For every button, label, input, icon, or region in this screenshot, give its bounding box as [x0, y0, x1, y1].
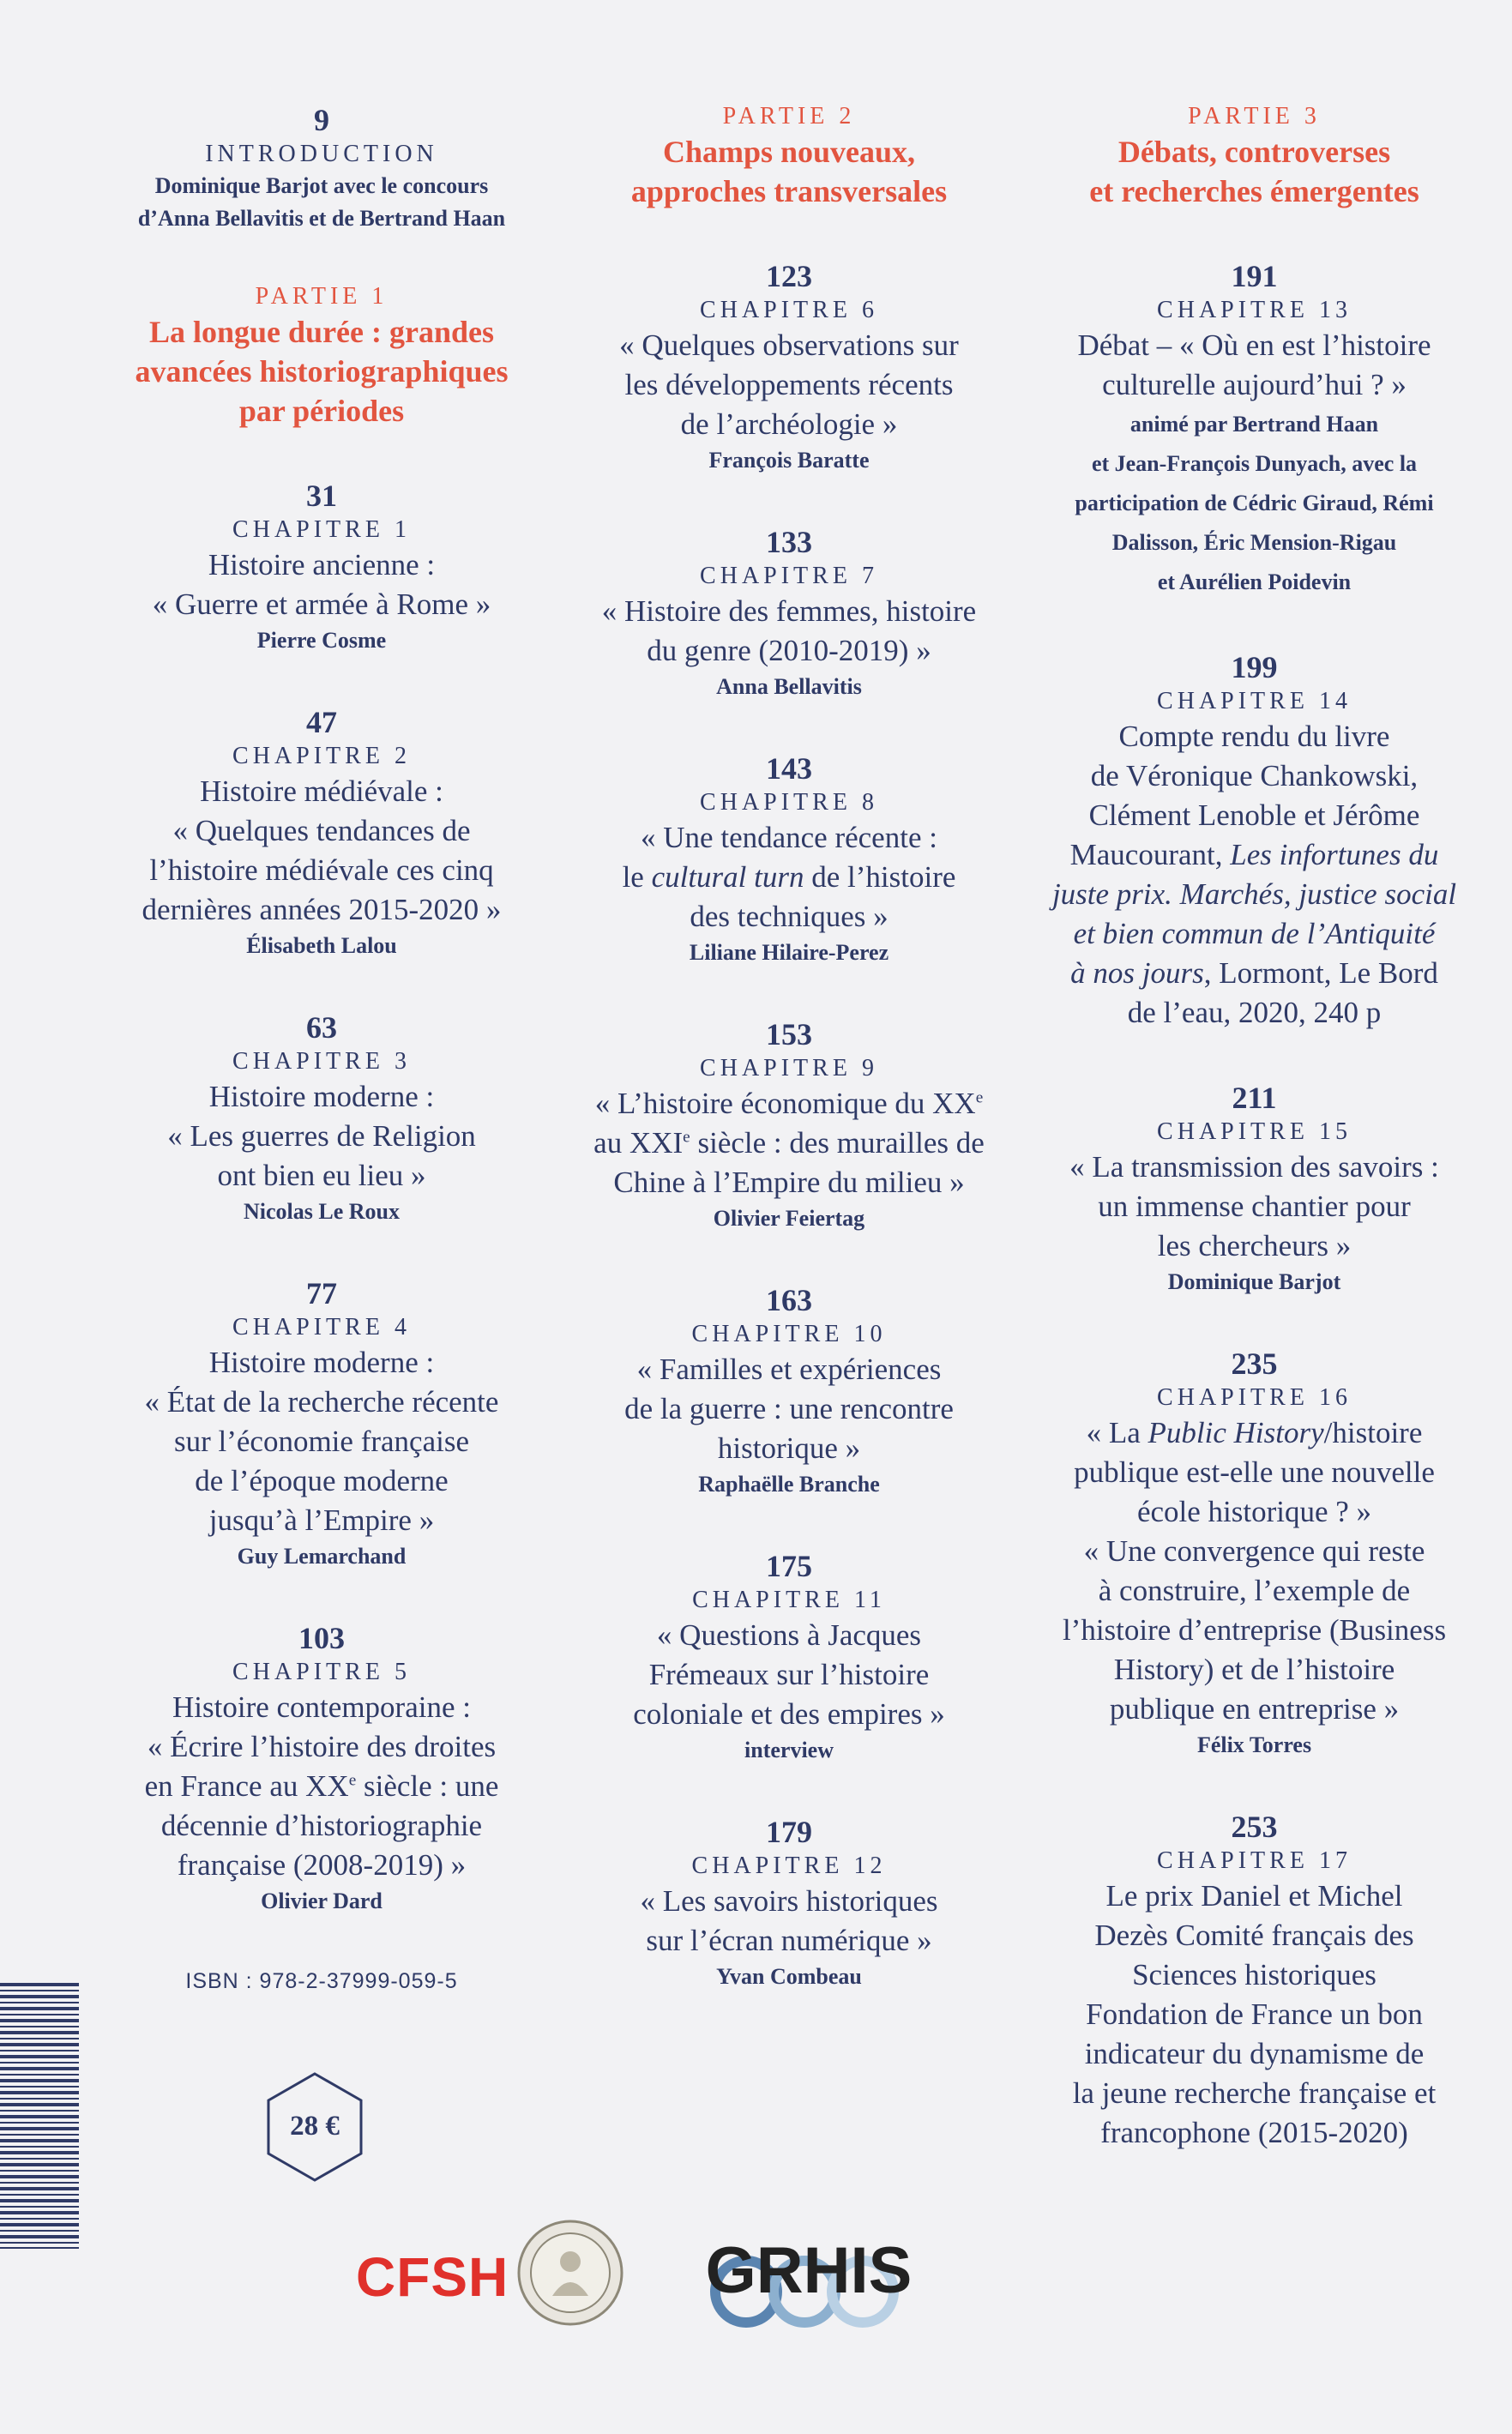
chapter-17-entry — [1029, 1808, 1479, 2153]
chapter-9-entry — [557, 1015, 1021, 1235]
page-number: 31 — [306, 479, 337, 513]
chapter-label: CHAPITRE 16 — [1157, 1384, 1352, 1411]
chapter-label: CHAPITRE 14 — [1157, 688, 1352, 714]
page-number: 63 — [306, 1010, 337, 1045]
chapter-label: CHAPITRE 2 — [232, 743, 411, 769]
chapter-author: Guy Lemarchand — [237, 1544, 407, 1569]
chapter-label: CHAPITRE 13 — [1157, 297, 1352, 323]
chapter-title: Histoire contemporaine : « Écrire l’histoire des droites en France au XXe siècle : une décennie d’historiographie française (2008-2019) » — [144, 1690, 499, 1882]
chapter-label: CHAPITRE 5 — [232, 1659, 411, 1685]
page-number: 211 — [1232, 1081, 1277, 1115]
page-number: 253 — [1231, 1810, 1278, 1844]
chapter-author: Félix Torres — [1196, 1732, 1312, 1757]
chapter-title: Histoire moderne : « Les guerres de Religion ont bien eu lieu » — [167, 1080, 476, 1192]
chapter-5-entry — [103, 1619, 540, 1918]
chapter-title: Débat – « Où en est l’histoire culturelle aujourd’hui ? » — [1077, 328, 1431, 401]
chapter-author: Raphaëlle Branche — [698, 1472, 880, 1497]
chapter-author: Pierre Cosme — [256, 628, 387, 653]
chapter-title: « Quelques observations sur les développements récents de l’archéologie » — [619, 328, 959, 441]
chapter-author: interview — [744, 1738, 834, 1762]
chapter-author: Dominique Barjot — [1167, 1269, 1341, 1294]
chapter-14-entry — [1029, 648, 1479, 1033]
chapter-6-entry — [557, 257, 1021, 477]
introduction-entry — [103, 101, 540, 235]
part-label: PARTIE 3 — [1188, 103, 1321, 130]
chapter-8-entry — [557, 750, 1021, 969]
chapter-title: « Questions à Jacques Frémeaux sur l’histoire coloniale et des empires » — [633, 1618, 945, 1731]
chapter-title: Compte rendu du livre de Véronique Chankowski, Clément Lenoble et Jérôme Maucourant, Les infortunes du juste prix. Marchés, justice social et bien commun de l’Antiquité à nos jours, Lormont, Le Bord de l’eau, 2020, 240 p — [1051, 720, 1457, 1029]
cfsh-logo: CFSH — [356, 2246, 509, 2308]
part-1-heading — [103, 281, 540, 431]
chapter-3-entry — [103, 1009, 540, 1228]
chapter-title: Le prix Daniel et Michel Dezès Comité français des Sciences historiques Fondation de France un bon indicateur du dynamisme de la jeune recherche française et francophone (2015-2020) — [1072, 1879, 1437, 2149]
chapter-author: Nicolas Le Roux — [244, 1199, 400, 1224]
seal-icon — [515, 2217, 626, 2329]
chapter-10-entry — [557, 1281, 1021, 1501]
chapter-title: « La transmission des savoirs : un immense chantier pour les chercheurs » — [1069, 1150, 1439, 1262]
chapter-title: « Familles et expériences de la guerre : une rencontre historique » — [624, 1353, 954, 1465]
chapter-authors: animé par Bertrand Haan et Jean-François Dunyach, avec la participation de Cédric Giraud, Rémi Dalisson, Éric Mension-Rigau et Aurélien Poidevin — [1075, 412, 1434, 594]
page-number: 143 — [766, 751, 812, 786]
page-number: 133 — [766, 525, 812, 559]
page-number: 103 — [298, 1621, 345, 1655]
part-title: Débats, controverses et recherches émergentes — [1089, 135, 1419, 208]
chapter-1-entry — [103, 477, 540, 657]
chapter-author: Olivier Feiertag — [713, 1206, 865, 1231]
price-badge — [266, 2071, 364, 2183]
toc-column-2 — [557, 101, 1021, 1993]
chapter-author: Liliane Hilaire-Perez — [689, 940, 889, 965]
chapter-7-entry — [557, 523, 1021, 703]
page-number: 47 — [306, 705, 337, 739]
part-3-heading — [1029, 101, 1479, 211]
page-number: 199 — [1231, 650, 1278, 684]
page-number: 153 — [766, 1017, 812, 1051]
part-title: Champs nouveaux, approches transversales — [630, 135, 948, 208]
chapter-13-entry — [1029, 257, 1479, 602]
chapter-label: CHAPITRE 4 — [232, 1314, 411, 1341]
toc-column-1 — [103, 101, 540, 1994]
chapter-title: « L’histoire économique du XXe au XXIe siècle : des murailles de Chine à l’Empire du milieu » — [593, 1087, 985, 1199]
chapter-title: « La Public History/histoire publique est-elle une nouvelle école historique ? » « Une convergence qui reste à construire, l’exemple de l’histoire d’entreprise (Business History) et de l’histoire publique en entreprise » — [1062, 1416, 1447, 1726]
toc-column-3 — [1029, 101, 1479, 2153]
chapter-11-entry — [557, 1547, 1021, 1767]
page-number: 77 — [306, 1276, 337, 1310]
chapter-author: Yvan Combeau — [716, 1964, 862, 1989]
chapter-12-entry — [557, 1813, 1021, 1993]
part-label: PARTIE 1 — [255, 283, 389, 310]
chapter-label: CHAPITRE 11 — [692, 1587, 886, 1613]
isbn: ISBN : 978-2-37999-059-5 — [185, 1969, 458, 1993]
page-number: 175 — [766, 1549, 812, 1583]
part-label: PARTIE 2 — [722, 103, 856, 130]
chapter-label: CHAPITRE 10 — [691, 1321, 887, 1347]
chapter-16-entry — [1029, 1345, 1479, 1762]
barcode — [0, 1983, 79, 2249]
price: 28 € — [290, 2111, 340, 2142]
chapter-label: CHAPITRE 12 — [691, 1853, 887, 1879]
introduction-authors: Dominique Barjot avec le concours d’Anna Bellavitis et de Bertrand Haan — [137, 173, 506, 231]
chapter-4-entry — [103, 1274, 540, 1573]
chapter-title: « Une tendance récente : le cultural turn de l’histoire des techniques » — [622, 821, 956, 933]
chapter-title: « Histoire des femmes, histoire du genre (2010-2019) » — [601, 594, 977, 667]
chapter-title: « Les savoirs historiques sur l’écran numérique » — [640, 1884, 938, 1957]
page-number: 163 — [766, 1283, 812, 1317]
page-number: 235 — [1231, 1347, 1278, 1381]
chapter-author: François Baratte — [708, 448, 870, 473]
chapter-2-entry — [103, 703, 540, 962]
chapter-author: Élisabeth Lalou — [246, 933, 397, 958]
introduction-label: INTRODUCTION — [205, 141, 438, 167]
chapter-label: CHAPITRE 8 — [700, 789, 878, 816]
chapter-title: Histoire ancienne : « Guerre et armée à Rome » — [152, 548, 491, 621]
chapter-title: Histoire médiévale : « Quelques tendances de l’histoire médiévale ces cinq dernières années 2015-2020 » — [142, 774, 502, 926]
chapter-15-entry — [1029, 1079, 1479, 1298]
chapter-title: Histoire moderne : « État de la recherche récente sur l’économie française de l’époque moderne jusqu’à l’Empire » — [144, 1346, 499, 1537]
chapter-author: Olivier Dard — [261, 1889, 383, 1913]
page-number: 123 — [766, 259, 812, 293]
chapter-label: CHAPITRE 17 — [1157, 1847, 1352, 1874]
chapter-label: CHAPITRE 7 — [700, 563, 878, 589]
part-title: La longue durée : grandes avancées historiographiques par périodes — [135, 315, 509, 428]
chapter-label: CHAPITRE 3 — [232, 1048, 411, 1075]
grhis-logo: GRHIS — [695, 2221, 923, 2329]
part-2-heading — [557, 101, 1021, 211]
chapter-label: CHAPITRE 15 — [1157, 1118, 1352, 1145]
page-number: 191 — [1231, 259, 1278, 293]
chapter-label: CHAPITRE 9 — [700, 1055, 878, 1081]
page-number: 9 — [314, 103, 329, 137]
chapter-label: CHAPITRE 6 — [700, 297, 878, 323]
chapter-label: CHAPITRE 1 — [232, 516, 411, 543]
chapter-author: Anna Bellavitis — [716, 674, 862, 699]
page-number: 179 — [766, 1815, 812, 1849]
